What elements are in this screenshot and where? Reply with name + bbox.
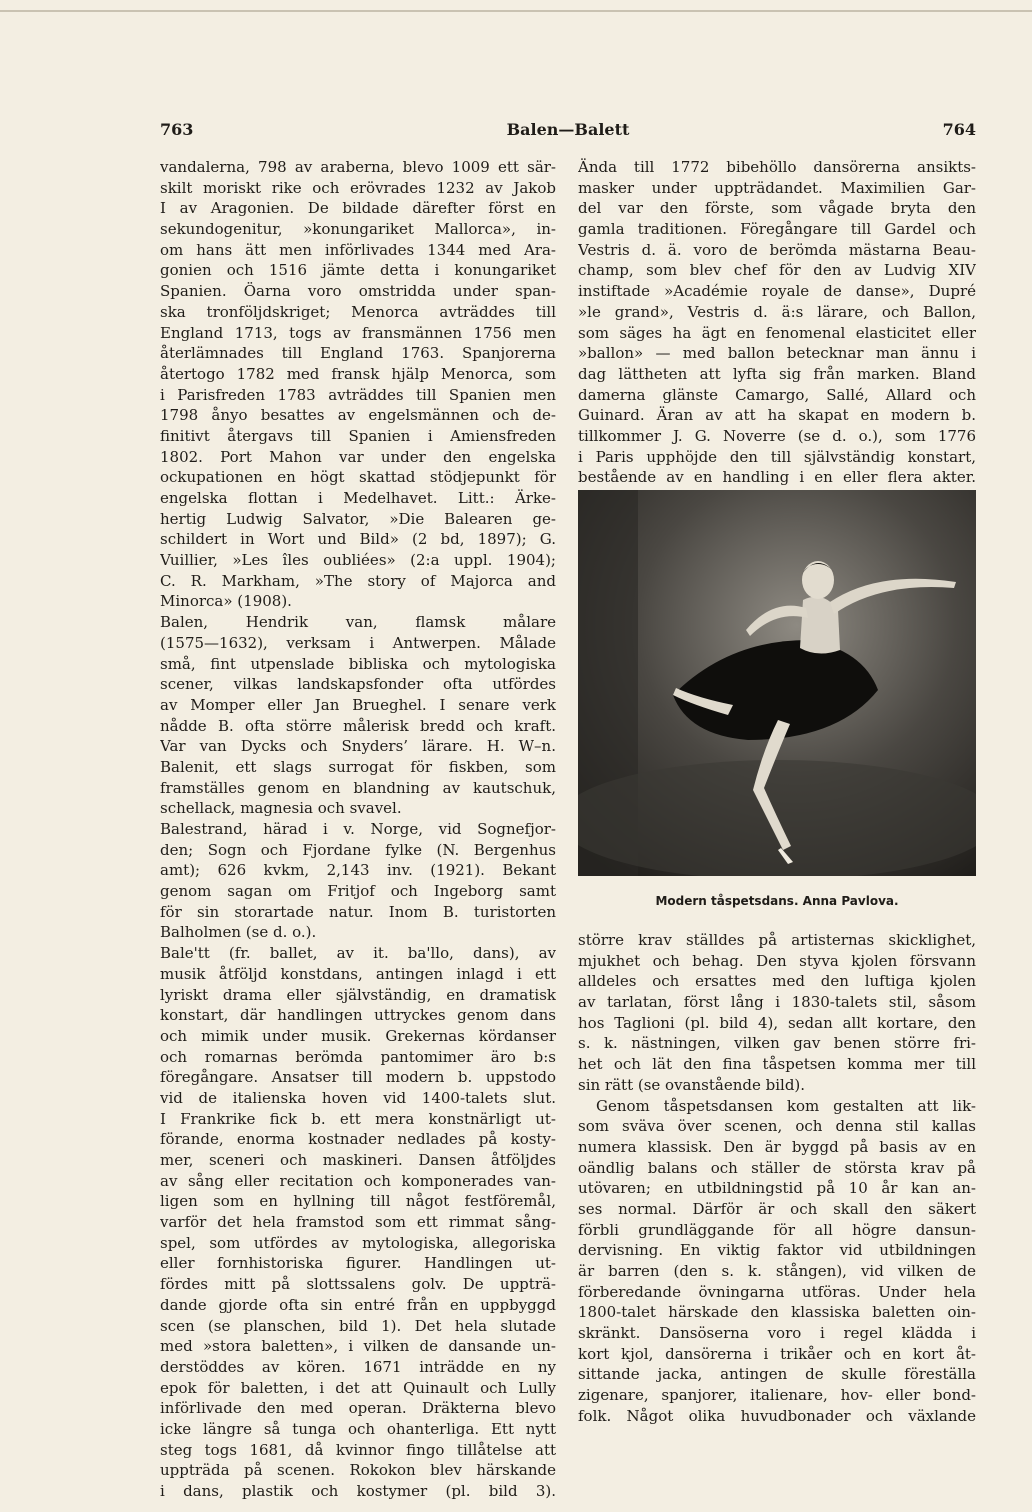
text-line: utövaren; en utbildningstid på 10 år kan an- [578,1179,976,1198]
text-line: och mimik under musik. Grekernas kördanser [160,1026,556,1045]
text-line: oändlig balans och ställer de största krav på [578,1158,976,1177]
text-line: gonien och 1516 jämte detta i konungariket [160,261,556,280]
text-line: är barren (den s. k. stången), vid vilken de [578,1262,976,1280]
text-line: återlämnades till England 1763. Spanjorerna [160,344,556,363]
text-line: schildert in Wort und Bild» (2 bd, 1897); G. [160,530,556,549]
text-line: scener, vilkas landskapsfonder ofta utfördes [160,675,556,694]
text-line: scen (se planschen, bild 1). Det hela slutade [160,1316,556,1335]
text-line: Ända till 1772 bibehöllo dansörerna ansikts- [578,158,976,176]
text-line: icke längre så tunga och ohanterliga. Ett nytt [160,1419,556,1438]
text-line: små, fint utpenslade bibliska och mytologiska [160,654,556,673]
text-line: musik åtföljd konstdans, antingen inlagd i ett [160,964,556,983]
text-line: het och lät den fina tåspetsen komma mer till [578,1055,976,1074]
text-line: 1802. Port Mahon var under den engelska [160,447,556,466]
text-line: England 1713, togs av fransmännen 1756 men [160,323,556,342]
text-line: förbli grundläggande för all högre dansun- [578,1220,976,1239]
text-line: dervisning. En viktig faktor vid utbildningen [578,1241,976,1260]
text-line: I av Aragonien. De bildade därefter först en [160,199,556,218]
text-line: Genom tåspetsdansen kom gestalten att lik- [596,1096,976,1115]
text-line: »ballon» — med ballon betecknar man ännu i [578,344,976,363]
text-line: Balholmen (se d. o.). [160,923,317,942]
text-line: C. R. Markham, »The story of Majorca and [160,571,556,590]
text-line: större krav ställdes på artisternas skicklighet, [578,931,976,949]
text-line: lyriskt drama eller självständig, en dramatisk [160,985,556,1004]
text-line: del var den förste, som vågade bryta den [578,199,976,218]
text-line: framställes genom en blandning av kautschuk, [160,778,556,797]
text-line: Bale'tt (fr. ballet, av it. ba'llo, dans), av [160,944,556,963]
text-line: numera klassisk. Den är byggd på basis av en [578,1137,976,1156]
text-line: Balestrand, härad i v. Norge, vid Sognefjor- [160,820,556,838]
figure [578,490,976,876]
text-line: amt); 626 kvkm, 2,143 inv. (1921). Bekant [160,861,556,880]
text-line: champ, som blev chef för den av Ludvig XIV [578,261,976,280]
running-title: Balen—Balett [506,120,630,139]
text-line: I Frankrike fick b. ett mera konstnärligt ut- [160,1109,556,1128]
text-line: förande, enorma kostnader nedlades på kosty- [160,1130,556,1149]
text-line: instiftade »Académie royale de danse», Dupré [578,282,976,301]
left-column [160,157,556,1502]
text-line: återtogo 1782 med fransk hjälp Menorca, som [160,364,556,383]
page-number-right: 764 [942,120,976,139]
text-line: folk. Något olika huvudbonader och växlande [578,1406,976,1425]
text-line: i Paris upphöjde den till självständig konstart, [578,447,976,466]
text-line: genom sagan om Fritjof och Ingeborg samt [160,882,556,901]
text-line: som säges ha ägt en fenomenal elasticitet eller [578,323,976,342]
text-line: med »stora baletten», i vilken de dansande un- [160,1337,556,1356]
text-line: den; Sogn och Fjordane fylke (N. Bergenhus [160,840,556,859]
text-line: föregångare. Ansatser till modern b. uppstodo [160,1068,556,1087]
text-line: schellack, magnesia och svavel. [160,799,402,818]
text-line: kort kjol, dansörerna i trikåer och en kort åt- [578,1344,976,1363]
text-line: ses normal. Därför är och skall den säkert [578,1199,976,1218]
text-line: ockupationen en högt skattad stödjepunkt för [160,468,556,487]
text-line: förberedande övningarna utföras. Under hela [578,1282,976,1301]
text-line: mer, sceneri och maskineri. Dansen åtföljdes [160,1151,556,1169]
text-line: eller fornhistoriska figurer. Handlingen ut- [160,1254,556,1273]
text-line: för sin storartade natur. Inom B. turistorten [160,902,556,921]
text-line: hertig Ludwig Salvator, »Die Balearen ge- [160,509,556,528]
text-line: sin rätt (se ovanstående bild). [578,1075,806,1094]
text-line: av sång eller recitation och komponerades van- [160,1171,556,1190]
text-line: damerna glänste Camargo, Sallé, Allard och [578,385,976,404]
text-line: tillkommer J. G. Noverre (se d. o.), som 1776 [578,426,976,445]
text-line: mjukhet och behag. Den styva kjolen försvann [578,951,976,970]
right-column-bottom [578,930,976,1427]
text-line: gamla traditionen. Föregångare till Gardel och [578,220,976,239]
text-line: nådde B. ofta större målerisk bredd och kraft. [160,716,556,735]
ballerina-illustration [578,490,976,876]
text-line: av Momper eller Jan Brueghel. I senare verk [160,695,556,714]
text-line: bestående av en handling i en eller flera akter. [578,468,976,487]
ballerina-photo [578,490,976,876]
text-line: 1798 ånyo besattes av engelsmännen och de- [160,406,556,425]
text-line: alldeles och ersattes med den luftiga kjolen [578,972,976,991]
text-line: »le grand», Vestris d. ä:s lärare, och Ballon, [578,302,976,321]
text-line: Vuillier, »Les îles oubliées» (2:a uppl. 1904); [160,551,556,570]
text-line: skränkt. Dansöserna voro i regel klädda i [578,1324,976,1343]
text-line: ligen som en hyllning till något festföremål, [160,1192,556,1211]
page-number-left: 763 [160,120,194,139]
text-line: Var van Dycks och Snyders’ lärare. H. W–n. [160,737,556,756]
text-line: 1800-talet härskade den klassiska baletten oin- [578,1303,976,1322]
text-line: skilt moriskt rike och erövrades 1232 av Jakob [160,178,556,197]
text-line: i Parisfreden 1783 avträddes till Spanien men [160,385,556,404]
text-line: fördes mitt på slottssalens golv. De uppträ- [160,1275,556,1294]
text-line: engelska flottan i Medelhavet. Litt.: Ärke- [160,489,556,507]
text-line: av tarlatan, först lång i 1830-talets stil, såsom [578,993,976,1012]
text-line: steg togs 1681, då kvinnor fingo tillåtelse att [160,1440,556,1459]
text-line: dande gjorde ofta sin entré från en uppbyggd [160,1295,556,1314]
text-line: vandalerna, 798 av araberna, blevo 1009 ett sär- [160,158,556,176]
text-line: och romarnas berömda pantomimer äro b:s [160,1047,556,1066]
text-line: (1575—1632), verksam i Antwerpen. Målade [160,633,556,652]
text-line: spel, som utfördes av mytologiska, allegoriska [160,1233,556,1252]
text-line: som sväva över scenen, och denna stil kallas [578,1117,976,1136]
text-line: införlivade den med operan. Dräkterna blevo [160,1399,556,1418]
text-line: finitivt återgavs till Spanien i Amiensfreden [160,426,556,445]
text-line: hos Taglioni (pl. bild 4), sedan allt kortare, den [578,1013,976,1032]
page-top-rule [0,10,1032,12]
text-line: Guinard. Äran av att ha skapat en modern b. [578,406,976,425]
text-line: derstöddes av kören. 1671 inträdde en ny [160,1357,556,1376]
right-column-top [578,157,976,509]
text-line: s. k. nästningen, vilken gav benen större fri- [578,1034,976,1053]
text-line: Vestris d. ä. voro de berömda mästarna Beau- [578,240,976,259]
text-line: Spanien. Öarna voro omstridda under span- [160,282,556,301]
page-header [160,120,976,144]
text-line: epok för baletten, i det att Quinault och Lully [160,1378,556,1397]
text-line: ska tronföljdskriget; Menorca avträddes till [160,302,556,321]
text-line: dag lättheten att lyfta sig från marken. Bland [578,364,976,383]
text-line: sekundogenitur, »konungariket Mallorca», in- [160,220,556,239]
text-line: vid de italienska hoven vid 1400-talets slut. [160,1088,556,1107]
text-line: Balenit, ett slags surrogat för fiskben, som [160,757,556,776]
text-line: varför det hela framstod som ett rimmat sång- [160,1213,556,1232]
text-line: uppträda på scenen. Rokokon blev härskande [160,1461,556,1480]
text-line: sittande jacka, antingen de skulle föreställa [578,1365,976,1384]
text-line: Minorca» (1908). [160,592,292,611]
text-line: i dans, plastik och kostymer (pl. bild 3). [160,1482,556,1500]
text-line: zigenare, spanjorer, italienare, hov- eller bond- [578,1386,976,1405]
text-line: Balen, Hendrik van, flamsk målare [160,613,556,632]
figure-caption: Modern tåspetsdans. Anna Pavlova. [655,894,899,908]
text-line: konstart, där handlingen uttryckes genom dans [160,1006,556,1025]
text-line: om hans ätt men införlivades 1344 med Ara- [160,240,556,259]
text-line: masker under uppträdandet. Maximilien Gar- [578,178,976,197]
